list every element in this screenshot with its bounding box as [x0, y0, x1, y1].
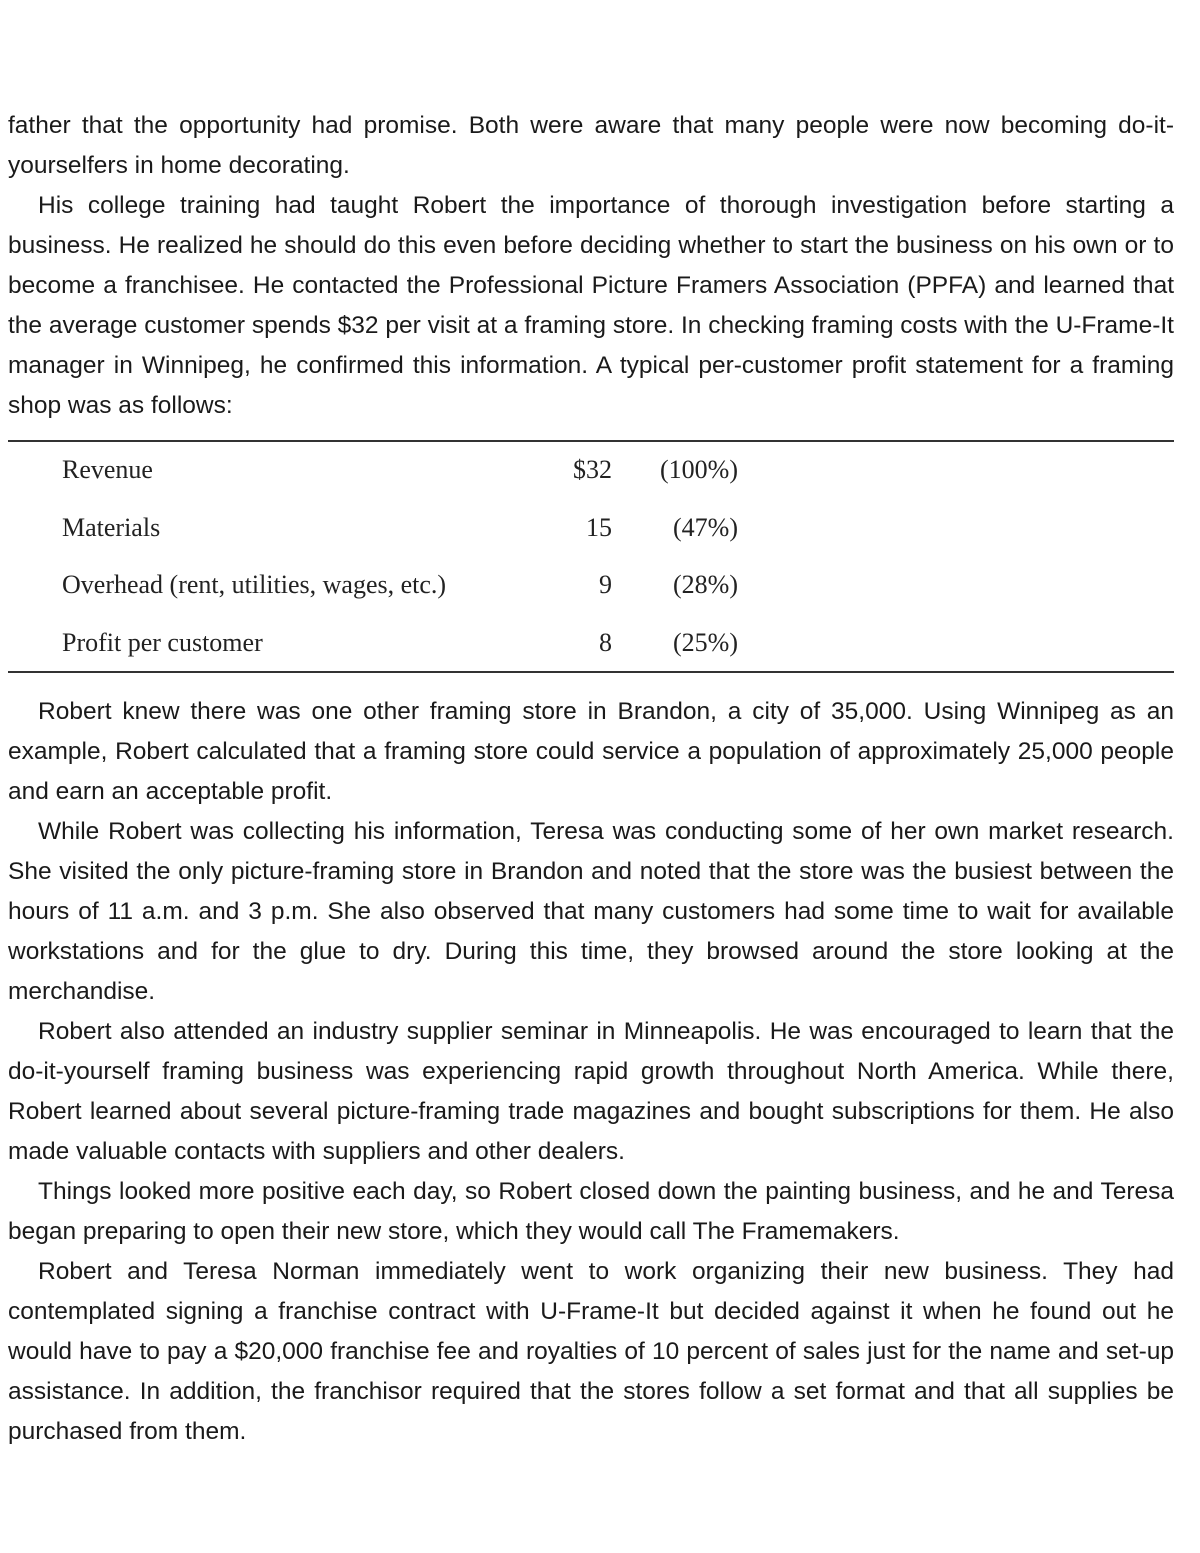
row-amount: 15: [586, 512, 612, 542]
row-percent: (28%): [673, 570, 738, 599]
paragraph: Things looked more positive each day, so Robert closed down the painting business, and he and Teresa began preparing to open their new store, which they would call The Framemakers.: [8, 1178, 1174, 1245]
row-label: Materials: [62, 512, 161, 542]
profit-statement-table: [62, 443, 782, 673]
table-row: [62, 501, 782, 559]
paragraph: Robert and Teresa Norman immediately went to work organizing their new business. They had contemplated signing a franchise contract with U-Frame-It but decided against it when he found out he would have to pay a $20,000 franchise fee and royalties of 10 percent of sales just for the name and set-up assistance. In addition, the franchisor required that the stores follow a set format and that all supplies be purchased from them.: [8, 1258, 1174, 1445]
table-row: [62, 558, 782, 616]
table-row: [62, 443, 782, 501]
paragraph: Robert knew there was one other framing store in Brandon, a city of 35,000. Using Winnipeg as an example, Robert calculated that a framing store could service a population of approximately 25,000 people and earn an acceptable profit.: [8, 698, 1174, 805]
table-row: [62, 616, 782, 674]
row-amount: 8: [599, 627, 612, 657]
table-bottom-rule: [8, 671, 1174, 673]
paragraph: Robert also attended an industry supplier seminar in Minneapolis. He was encouraged to learn that the do-it-yourself framing business was experiencing rapid growth throughout North America. While there, Robert learned about several picture-framing trade magazines and bought subscriptions for them. He also made valuable contacts with suppliers and other dealers.: [8, 1018, 1174, 1165]
row-amount: 9: [599, 570, 612, 599]
table-top-rule: [8, 440, 1174, 442]
text-block-intro: [8, 106, 1174, 426]
row-label: Profit per customer: [62, 627, 263, 657]
row-percent: (100%): [660, 455, 738, 484]
row-label: Revenue: [62, 455, 153, 484]
row-percent: (47%): [673, 512, 738, 542]
row-label: Overhead (rent, utilities, wages, etc.): [62, 570, 447, 599]
text-block-body: [8, 692, 1174, 1452]
paragraph: His college training had taught Robert the importance of thorough investigation before starting a business. He realized he should do this even before deciding whether to start the business on his own or to become a franchisee. He contacted the Professional Picture Framers Association (PPFA) and learned that the average customer spends $32 per visit at a framing store. In checking framing costs with the U-Frame-It manager in Winnipeg, he confirmed this information. A typical per-customer profit statement for a framing shop was as follows:: [8, 192, 1174, 419]
row-amount: $32: [573, 455, 612, 484]
paragraph: While Robert was collecting his information, Teresa was conducting some of her own market research. She visited the only picture-framing store in Brandon and noted that the store was the busiest between the hours of 11 a.m. and 3 p.m. She also observed that many customers had some time to wait for available workstations and for the glue to dry. During this time, they browsed around the store looking at the merchandise.: [8, 818, 1174, 1005]
paragraph: father that the opportunity had promise. Both were aware that many people were now becoming do-it-yourselfers in home decorating.: [8, 112, 1174, 179]
row-percent: (25%): [673, 627, 738, 657]
